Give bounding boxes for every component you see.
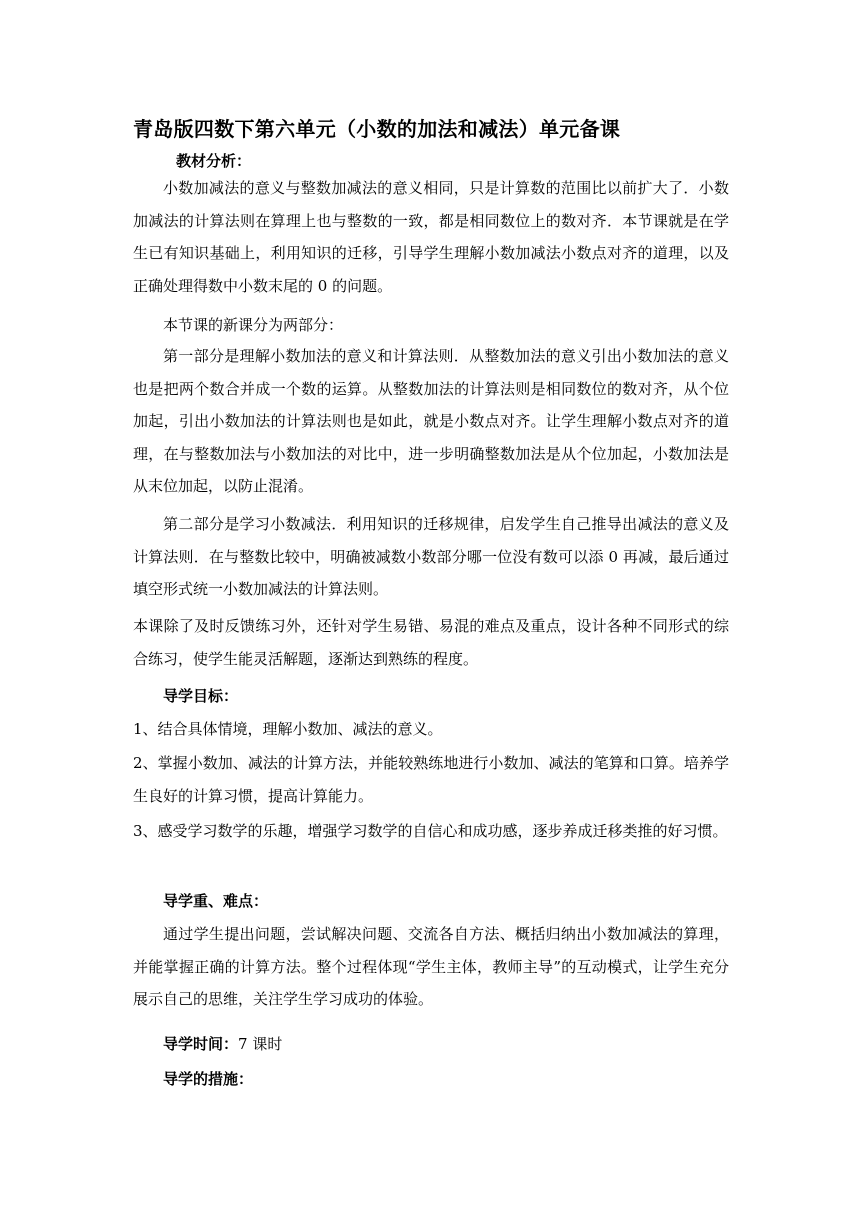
time-line: [163, 1033, 282, 1054]
time-heading: 导学时间：: [163, 1035, 239, 1053]
key-points-heading: 导学重、难点：: [163, 892, 269, 910]
analysis-paragraph-1: 小数加减法的意义与整数加减法的意义相同，只是计算数的范围比以前扩大了．小数加减法的计算法则在算理上也与整数的一致，都是相同数位上的数对齐．本节课就是在学生已有知识基础上，利用知识的迁移，引导学生理解小数加减法小数点对齐的道理，以及正确处理得数中小数末尾的 0 的问题。: [133, 179, 729, 295]
key-points-paragraph: 通过学生提出问题，尝试解决问题、交流各自方法、概括归纳出小数加减法的算理，并能掌握正确的计算方法。整个过程体现“学生主体，教师主导”的互动模式，让学生充分展示自己的思维，关注学生学习成功的体验。: [133, 925, 729, 1008]
measures-heading: 导学的措施：: [163, 1070, 254, 1088]
time-value: 7 课时: [238, 1035, 283, 1053]
document-title: 青岛版四数下第六单元（小数的加法和减法）单元备课: [133, 117, 621, 141]
analysis-paragraph-5: 本课除了及时反馈练习外，还针对学生易错、易混的难点及重点，设计各种不同形式的综合练习，使学生能灵活解题，逐渐达到熟练的程度。: [133, 617, 729, 668]
goal-item-3: 3、感受学习数学的乐趣，增强学习数学的自信心和成功感，逐步养成迁移类推的好习惯。: [133, 822, 728, 840]
analysis-heading: 教材分析：: [176, 152, 252, 170]
goal-item-1: 1、结合具体情境，理解小数加、减法的意义。: [133, 720, 443, 738]
goal-item-2: 2、掌握小数加、减法的计算方法，并能较熟练地进行小数加、减法的笔算和口算。培养学生良好的计算习惯，提高计算能力。: [133, 754, 729, 805]
goals-heading: 导学目标：: [163, 687, 239, 705]
analysis-paragraph-2: 本节课的新课分为两部分：: [163, 316, 344, 334]
analysis-paragraph-3: 第一部分是理解小数加法的意义和计算法则．从整数加法的意义引出小数加法的意义也是把两个数合并成一个数的运算。从整数加法的计算法则是相同数位的数对齐，从个位加起，引出小数加法的计算法则也是如此，就是小数点对齐。让学生理解小数点对齐的道理，在与整数加法与小数加法的对比中，进一步明确整数加法是从个位加起，小数加法是从末位加起，以防止混淆。: [133, 347, 729, 495]
analysis-paragraph-4: 第二部分是学习小数减法．利用知识的迁移规律，启发学生自己推导出减法的意义及计算法则．在与整数比较中，明确被减数小数部分哪一位没有数可以添 0 再减，最后通过填空形式统一小数加减法的计算法则。: [133, 515, 729, 598]
